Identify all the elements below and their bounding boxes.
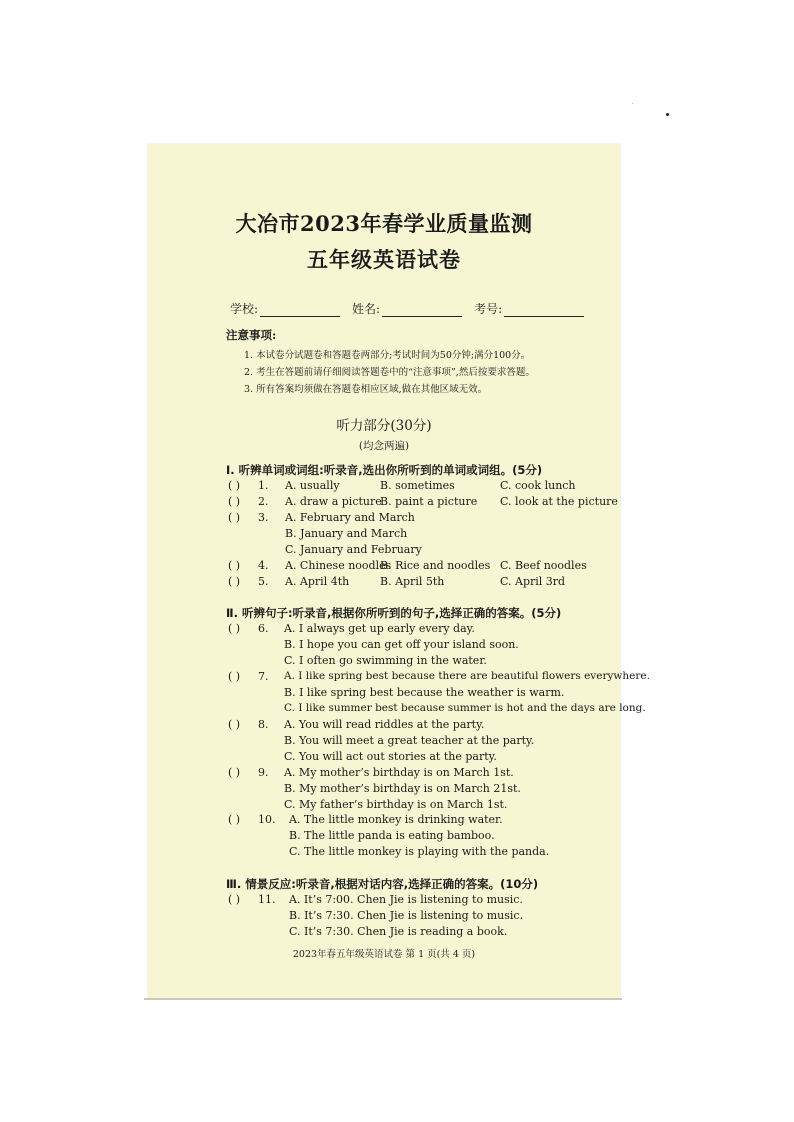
answer-paren[interactable]: ( ) (228, 622, 241, 635)
option-b: B. April 5th (380, 575, 445, 588)
name-label: 姓名: (352, 302, 381, 316)
option-c: C. Beef noodles (500, 559, 587, 572)
option-c: C. The little monkey is playing with the panda. (289, 845, 550, 858)
question-number: 5. (258, 575, 269, 588)
option-b: B. You will meet a great teacher at the party. (284, 734, 535, 747)
option-b: B. I hope you can get off your island soon. (284, 638, 519, 651)
option-c: C. April 3rd (500, 575, 566, 588)
question-number: 9. (258, 766, 269, 779)
exam-subtitle: 五年级英语试卷 (307, 247, 461, 272)
part3-heading: Ⅲ. 情景反应:听录音,根据对话内容,选择正确的答案。(10分) (226, 877, 539, 891)
option-b: B. sometimes (380, 479, 455, 492)
answer-paren[interactable]: ( ) (228, 479, 241, 492)
name-blank[interactable] (382, 306, 462, 317)
question-number: 2. (258, 495, 269, 508)
question-number: 8. (258, 718, 269, 731)
note-item: 2. 考生在答题前请仔细阅读答题卷中的“注意事项”,然后按要求答题。 (244, 367, 535, 378)
listening-subheading: (均念两遍) (358, 440, 410, 452)
answer-paren[interactable]: ( ) (228, 893, 241, 906)
option-c: C. January and February (285, 543, 422, 556)
option-a: A. April 4th (285, 575, 350, 588)
answer-paren[interactable]: ( ) (228, 511, 241, 524)
question-number: 11. (258, 893, 276, 906)
note-item: 3. 所有答案均须做在答题卷相应区域,做在其他区域无效。 (244, 384, 488, 395)
exam-no-blank[interactable] (504, 306, 584, 317)
school-blank[interactable] (260, 306, 340, 317)
option-a: A. I always get up early every day. (284, 622, 475, 635)
option-a: A. I like spring best because there are beautiful flowers everywhere. (284, 670, 650, 682)
page-footer: 2023年春五年级英语试卷 第 1 页(共 4 页) (292, 949, 476, 960)
scan-speck (666, 113, 669, 116)
exam-title: 大冶市2023年春学业质量监测 (235, 211, 533, 236)
option-c: C. I like summer best because summer is hot and the days are long. (284, 702, 646, 714)
option-a: A. It’s 7:00. Chen Jie is listening to music. (289, 893, 523, 906)
sheet-edge-shadow (144, 998, 622, 1000)
option-a: A. Chinese noodles (285, 559, 392, 572)
answer-paren[interactable]: ( ) (228, 813, 241, 826)
option-b: B. The little panda is eating bamboo. (289, 829, 495, 842)
option-c: C. My father’s birthday is on March 1st. (284, 798, 508, 811)
scan-speck (632, 103, 633, 104)
answer-paren[interactable]: ( ) (228, 670, 241, 683)
exam-content (148, 144, 650, 998)
student-info-row (230, 300, 584, 317)
option-b: B. Rice and noodles (380, 559, 491, 572)
part2-heading: Ⅱ. 听辨句子:听录音,根据你所听到的句子,选择正确的答案。(5分) (226, 606, 562, 620)
exam-no-label: 考号: (474, 302, 503, 316)
option-a: A. draw a picture (285, 495, 382, 508)
option-c: C. I often go swimming in the water. (284, 654, 487, 667)
answer-paren[interactable]: ( ) (228, 559, 241, 572)
question-number: 4. (258, 559, 269, 572)
option-b: B. It’s 7:30. Chen Jie is listening to music. (289, 909, 524, 922)
question-number: 6. (258, 622, 269, 635)
question-number: 10. (258, 813, 276, 826)
option-a: A. usually (285, 479, 340, 492)
answer-paren[interactable]: ( ) (228, 495, 241, 508)
option-b: B. January and March (285, 527, 408, 540)
option-a: A. February and March (285, 511, 415, 524)
listening-heading: 听力部分(30分) (336, 418, 432, 434)
option-b: B. paint a picture (380, 495, 478, 508)
exam-sheet (148, 144, 650, 998)
answer-paren[interactable]: ( ) (228, 766, 241, 779)
option-a: A. You will read riddles at the party. (284, 718, 485, 731)
answer-paren[interactable]: ( ) (228, 718, 241, 731)
question-number: 3. (258, 511, 269, 524)
notes-heading: 注意事项: (226, 328, 277, 342)
part1-heading: Ⅰ. 听辨单词或词组:听录音,选出你所听到的单词或词组。(5分) (226, 463, 543, 477)
question-number: 1. (258, 479, 269, 492)
option-c: C. It’s 7:30. Chen Jie is reading a book. (289, 925, 508, 938)
option-c: C. cook lunch (500, 479, 576, 492)
option-b: B. My mother’s birthday is on March 21st. (284, 782, 521, 795)
option-a: A. The little monkey is drinking water. (289, 813, 503, 826)
option-a: A. My mother’s birthday is on March 1st. (284, 766, 514, 779)
question-number: 7. (258, 670, 269, 683)
option-c: C. You will act out stories at the party. (284, 750, 497, 763)
option-c: C. look at the picture (500, 495, 618, 508)
note-item: 1. 本试卷分试题卷和答题卷两部分;考试时间为50分钟;满分100分。 (244, 350, 531, 361)
option-b: B. I like spring best because the weather is warm. (284, 686, 565, 699)
answer-paren[interactable]: ( ) (228, 575, 241, 588)
school-label: 学校: (230, 302, 259, 316)
